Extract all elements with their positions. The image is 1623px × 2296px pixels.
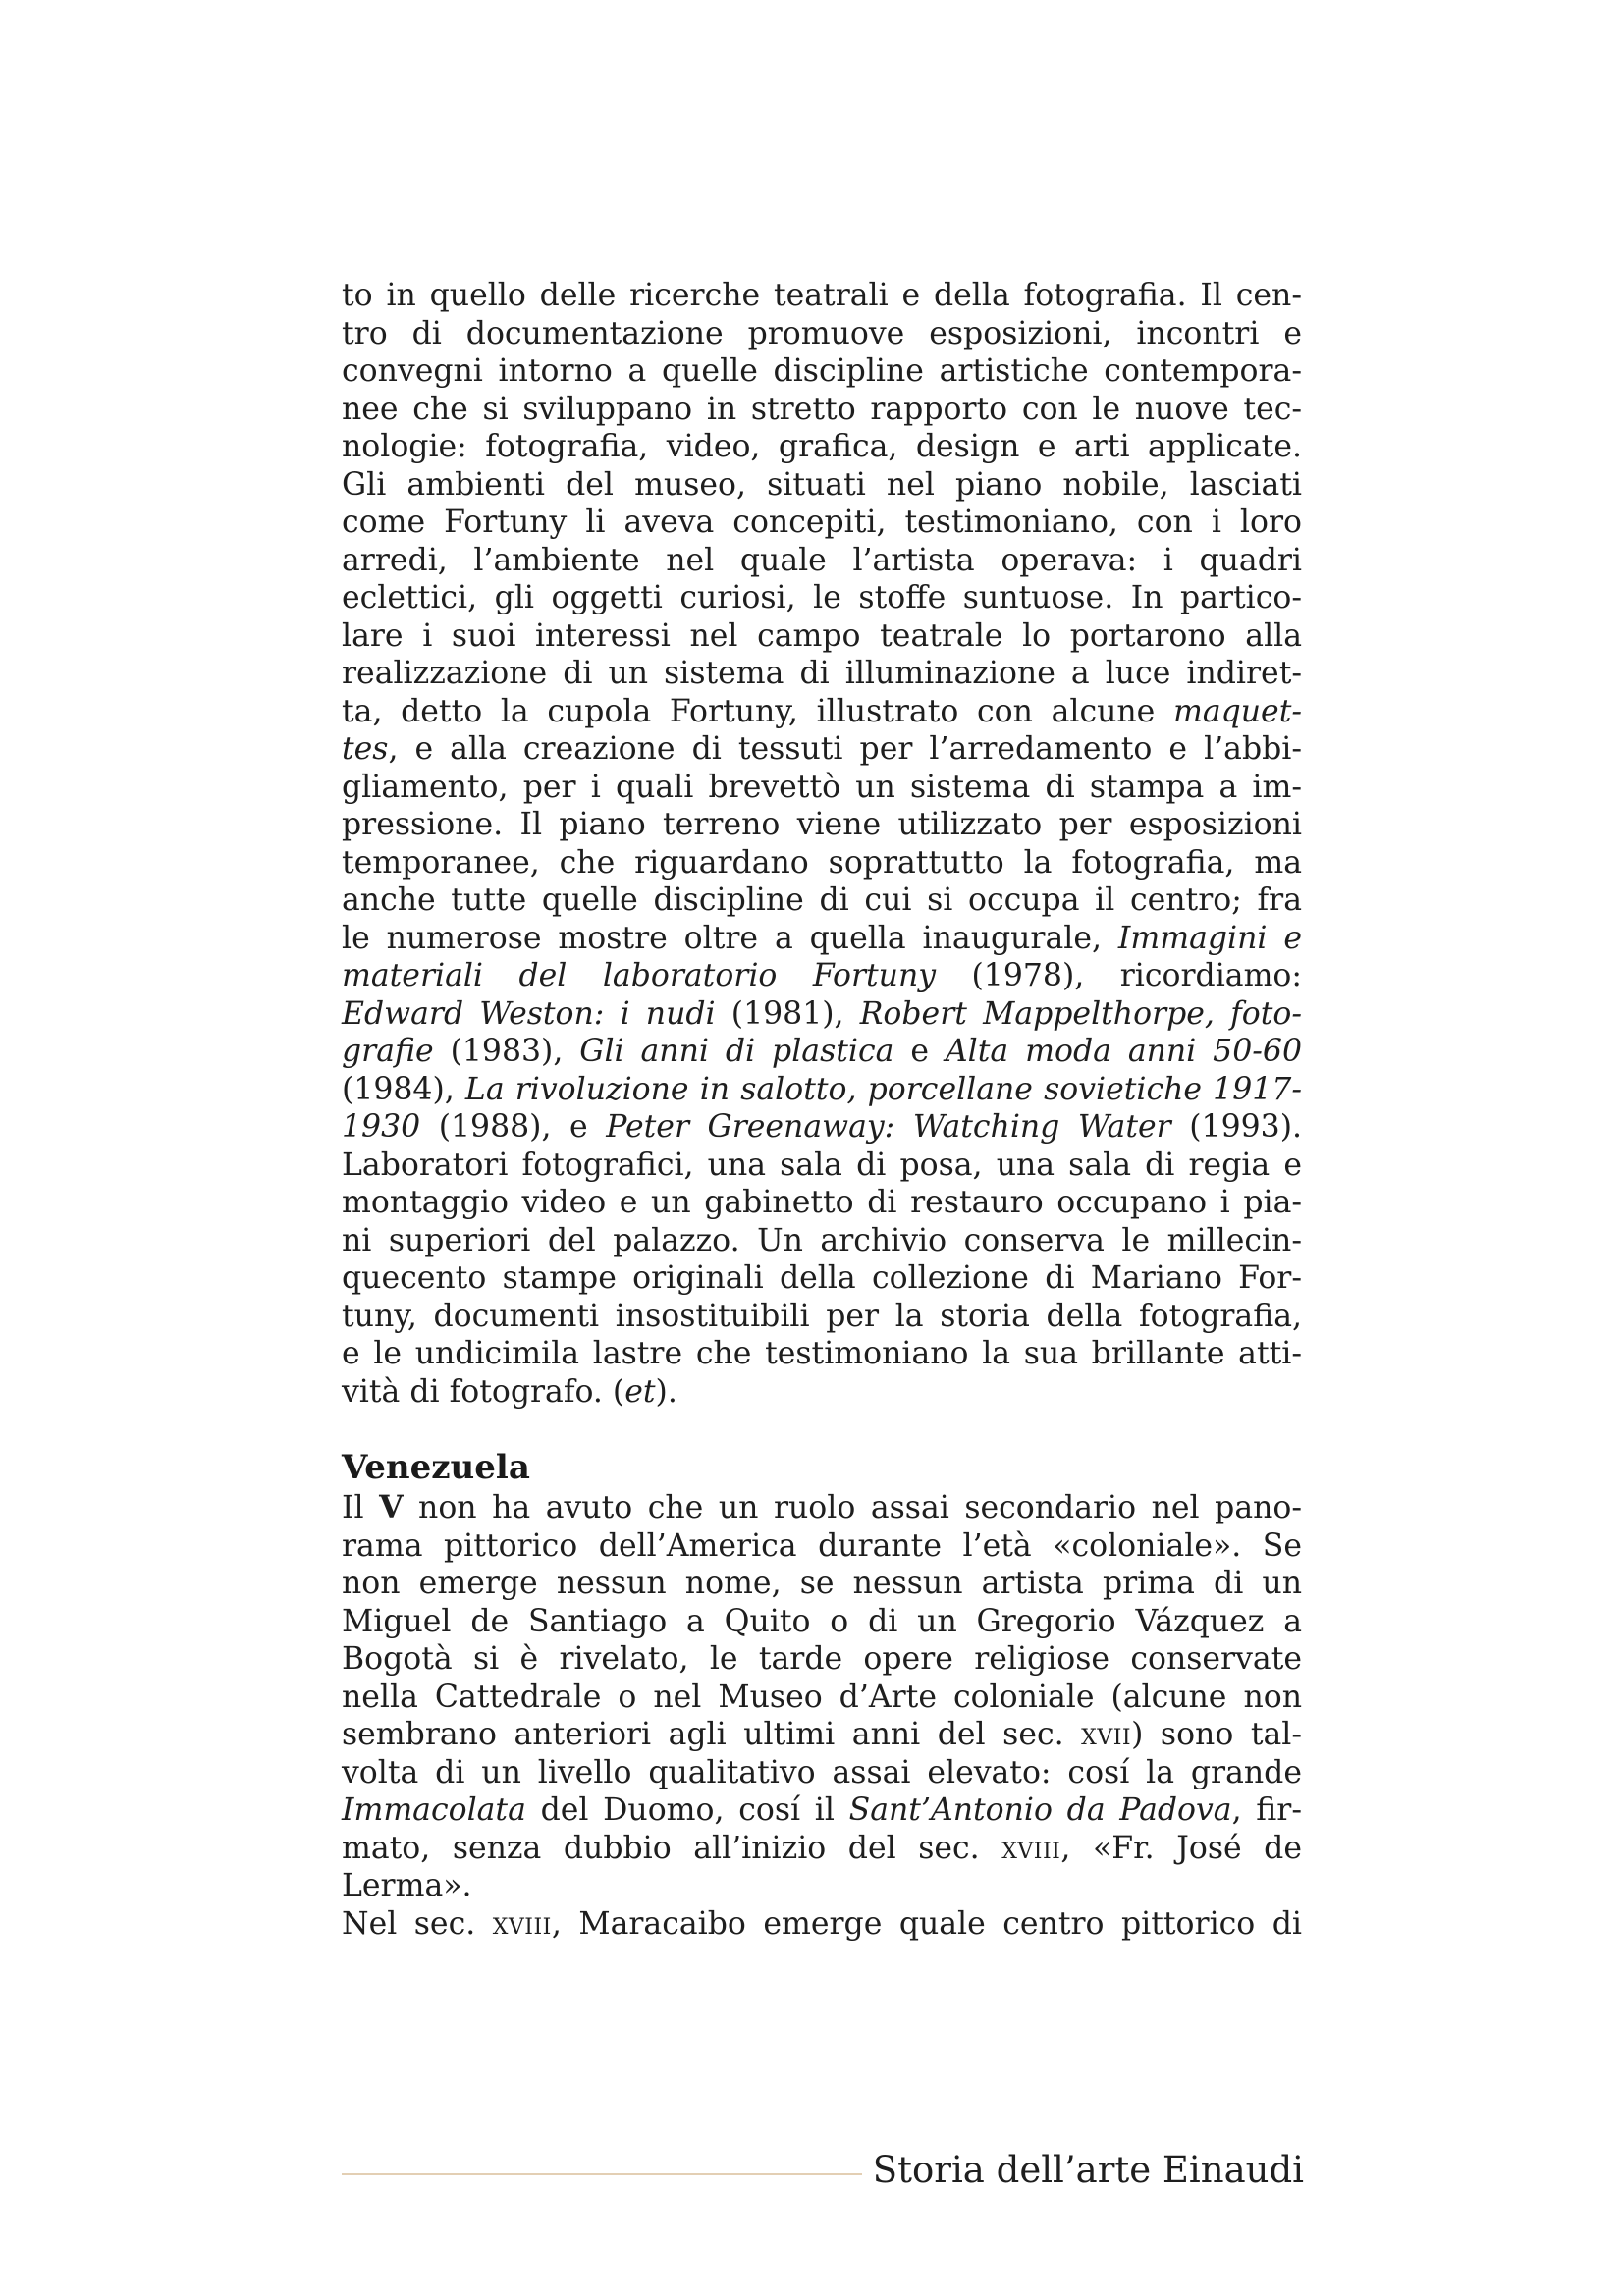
text-line: [342, 1830, 1302, 1868]
text-run: (1983),: [433, 1034, 580, 1069]
text-run: montaggio video e un gabinetto di restauro occupano i pia-: [342, 1185, 1302, 1220]
text-run: maquet-: [1172, 693, 1302, 729]
text-line: [342, 1603, 1302, 1641]
text-run: et: [624, 1373, 656, 1410]
text-line: [342, 1527, 1302, 1566]
text-run: , «Fr. José de: [1060, 1830, 1302, 1866]
text-run: convegni intorno a quelle discipline artistiche contempora-: [342, 353, 1302, 389]
text-run: to in quello delle ricerche teatrali e della fotografia. Il cen-: [342, 278, 1302, 313]
text-run: nologie: fotografia, video, grafica, design e arti applicate.: [342, 429, 1302, 464]
text-run: (1981),: [715, 995, 860, 1032]
text-line: [342, 391, 1302, 429]
text-line: [342, 1754, 1302, 1792]
text-run: temporanee, che riguardano soprattutto la fotografia, ma: [342, 844, 1302, 881]
text-run: tro di documentazione promuove esposizioni, incontri e: [342, 315, 1302, 351]
text-run: xviii: [1001, 1830, 1061, 1866]
text-run: del Duomo, cosí il: [525, 1792, 849, 1828]
section-heading: Venezuela: [342, 1448, 530, 1487]
text-run: La rivoluzione in salotto, porcellane sovietiche 1917-: [464, 1071, 1302, 1107]
text-run: non emerge nessun nome, se nessun artista prima di un: [342, 1566, 1302, 1601]
text-line: [342, 1791, 1302, 1830]
text-run: rama pittorico dell’America durante l’età «coloniale». Se: [342, 1527, 1302, 1564]
text-line: [342, 1640, 1302, 1679]
text-line: [342, 995, 1302, 1034]
body-paragraph-venezuela: [342, 1489, 1302, 1943]
text-line: [342, 769, 1302, 807]
body-paragraph-fortuny: [342, 277, 1302, 1411]
text-line: [342, 1565, 1302, 1603]
footer-title: Storia dell’arte Einaudi: [872, 2149, 1304, 2191]
text-run: 1930: [342, 1109, 421, 1145]
text-run: gliamento, per i quali brevettò un sistema di stampa a im-: [342, 769, 1302, 805]
text-line: [342, 1489, 1302, 1527]
text-run: Peter Greenaway: Watching Water: [606, 1109, 1171, 1145]
text-run: Robert Mappelthorpe, foto-: [859, 995, 1302, 1032]
text-run: , Maracaibo emerge quale centro pittorico di: [551, 1905, 1302, 1942]
text-run: (1978), ricordiamo:: [936, 958, 1303, 993]
text-run: Alta moda anni 50-60: [945, 1034, 1302, 1069]
text-run: ta, detto la cupola Fortuny, illustrato con alcune: [342, 693, 1173, 729]
text-line: [342, 277, 1302, 315]
text-run: non ha avuto che un ruolo assai secondario nel pano-: [403, 1490, 1302, 1525]
text-run: Nel sec.: [342, 1905, 493, 1942]
text-line: [342, 1716, 1302, 1754]
text-line: [342, 881, 1302, 920]
text-run: , fir-: [1231, 1792, 1302, 1828]
text-line: [342, 1259, 1302, 1298]
text-line: [342, 315, 1302, 353]
text-run: Miguel de Santiago a Quito o di un Gregorio Vázquez a: [342, 1603, 1302, 1639]
text-run: Laboratori fotografici, una sala di posa, una sala di regia e: [342, 1147, 1302, 1183]
text-line: [342, 806, 1302, 844]
text-run: arredi, l’ambiente nel quale l’artista operava: i quadri: [342, 542, 1302, 578]
text-line: [342, 1335, 1302, 1373]
text-run: eclettici, gli oggetti curiosi, le stoffe suntuose. In partico-: [342, 580, 1302, 615]
text-run: nee che si sviluppano in stretto rapporto con le nuove tec-: [342, 391, 1302, 427]
text-run: realizzazione di un sistema di illuminazione a luce indiret-: [342, 656, 1302, 691]
text-run: Edward Weston: i nudi: [342, 995, 716, 1032]
text-run: volta di un livello qualitativo assai elevato: cosí la grande: [342, 1754, 1302, 1790]
text-line: [342, 352, 1302, 391]
text-line: [342, 844, 1302, 882]
text-line: [342, 466, 1302, 505]
text-run: Lerma».: [342, 1868, 472, 1903]
text-run: tuny, documenti insostituibili per la storia della fotografia,: [342, 1298, 1302, 1334]
footer-rule: [342, 2173, 862, 2175]
text-line: [342, 730, 1302, 769]
text-run: Immacolata: [342, 1792, 526, 1828]
text-run: materiali del laboratorio Fortuny: [342, 958, 937, 993]
text-run: , e alla creazione di tessuti per l’arredamento e l’abbi-: [388, 731, 1302, 767]
text-run: grafie: [342, 1034, 434, 1069]
text-run: e le undicimila lastre che testimoniano la sua brillante atti-: [342, 1336, 1302, 1371]
text-run: Gli ambienti del museo, situati nel piano nobile, lasciati: [342, 466, 1302, 503]
text-line: [342, 957, 1302, 995]
text-line: [342, 1184, 1302, 1222]
text-line: [342, 504, 1302, 542]
text-run: Gli anni di plastica: [579, 1034, 894, 1069]
text-line: [342, 1679, 1302, 1717]
text-run: (1984),: [342, 1071, 465, 1107]
text-run: quecento stampe originali della collezione di Mariano For-: [342, 1260, 1302, 1296]
text-run: V: [379, 1489, 404, 1525]
text-run: tes: [342, 731, 389, 767]
text-run: Immagini e: [1117, 920, 1303, 956]
text-line: [342, 617, 1302, 656]
text-run: vità di fotografo. (: [342, 1373, 625, 1410]
text-line: [342, 655, 1302, 693]
text-line: [342, 428, 1302, 466]
text-run: sembrano anteriori agli ultimi anni del sec.: [342, 1717, 1082, 1752]
text-run: ).: [655, 1373, 677, 1410]
text-run: Bogotà si è rivelato, le tarde opere religiose conservate: [342, 1641, 1302, 1677]
text-run: xviii: [492, 1905, 552, 1942]
text-line: [342, 1222, 1302, 1260]
text-run: mato, senza dubbio all’inizio del sec.: [342, 1830, 1002, 1866]
text-run: e: [893, 1034, 946, 1069]
text-run: le numerose mostre oltre a quella inaugurale,: [342, 920, 1118, 956]
text-run: (1993).: [1170, 1109, 1302, 1145]
text-line: [342, 1373, 1302, 1412]
text-run: lare i suoi interessi nel campo teatrale lo portarono alla: [342, 617, 1302, 654]
text-line: [342, 1033, 1302, 1071]
text-run: Sant’Antonio da Padova: [848, 1792, 1232, 1828]
text-run: Il: [342, 1490, 380, 1525]
text-run: come Fortuny li aveva concepiti, testimoniano, con i loro: [342, 505, 1302, 540]
text-line: [342, 1867, 1302, 1905]
text-line: [342, 920, 1302, 958]
text-run: pressione. Il piano terreno viene utilizzato per esposizioni: [342, 807, 1302, 842]
text-run: ) sono tal-: [1131, 1717, 1302, 1752]
text-line: [342, 1071, 1302, 1109]
text-line: [342, 1905, 1302, 1944]
text-run: xvii: [1081, 1717, 1132, 1752]
text-run: (1988), e: [420, 1109, 607, 1145]
text-line: [342, 693, 1302, 731]
text-line: [342, 579, 1302, 617]
text-line: [342, 1298, 1302, 1336]
text-run: nella Cattedrale o nel Museo d’Arte coloniale (alcune non: [342, 1679, 1302, 1715]
text-run: anche tutte quelle discipline di cui si occupa il centro; fra: [342, 882, 1302, 918]
text-line: [342, 1147, 1302, 1185]
text-run: ni superiori del palazzo. Un archivio conserva le millecin-: [342, 1222, 1302, 1258]
main-text: [342, 277, 1302, 1943]
text-line: [342, 1108, 1302, 1147]
text-line: [342, 542, 1302, 580]
